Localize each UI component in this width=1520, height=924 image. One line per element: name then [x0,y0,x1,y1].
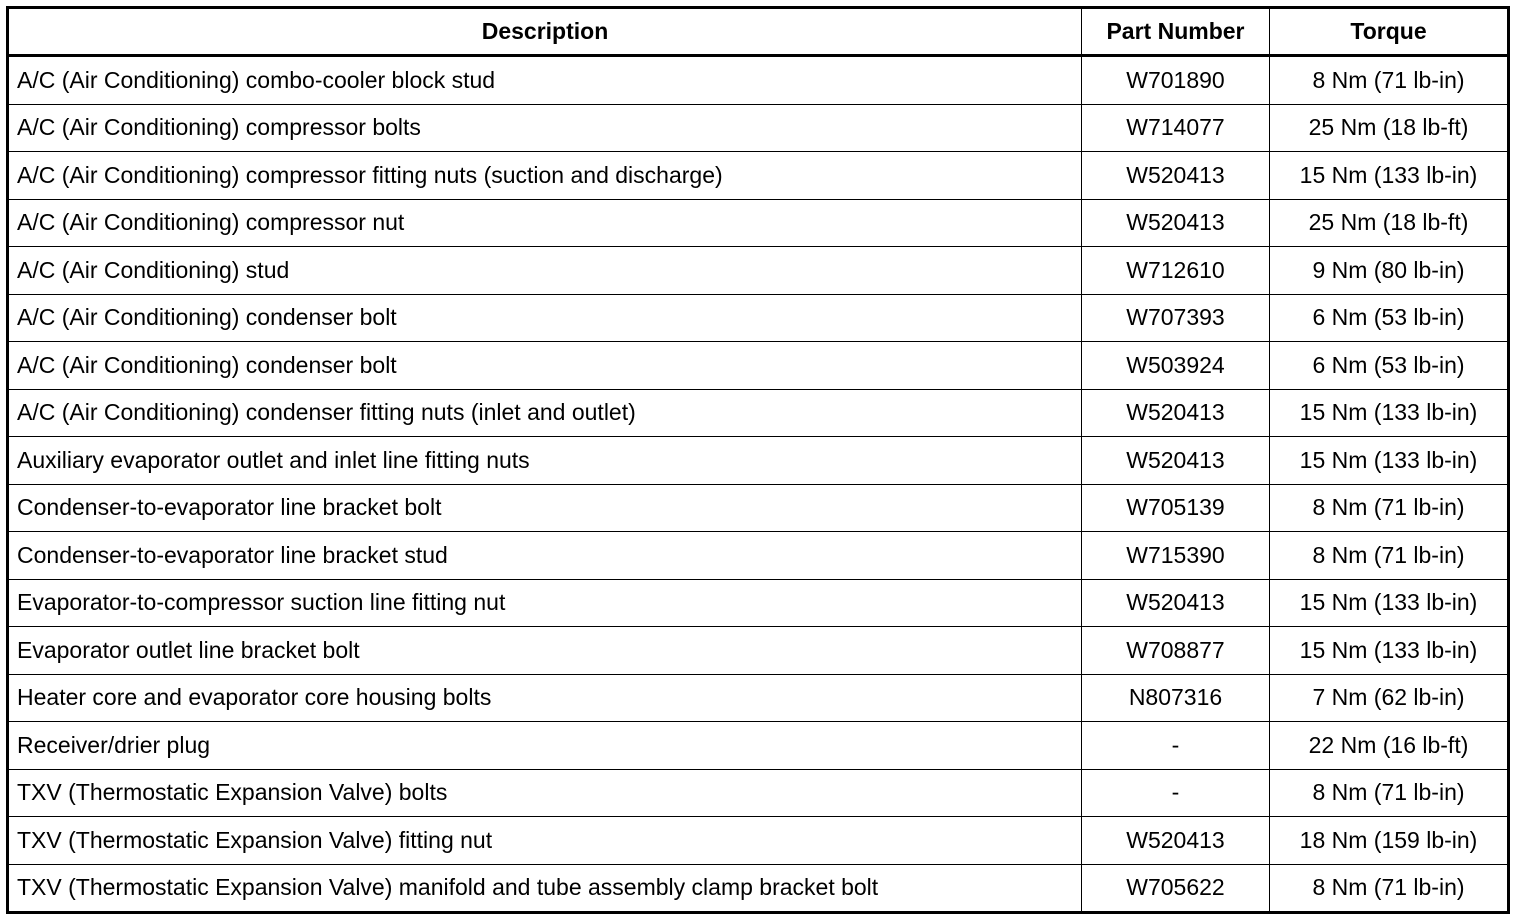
description-cell: A/C (Air Conditioning) combo-cooler block stud [8,56,1082,105]
description-cell: A/C (Air Conditioning) compressor bolts [8,104,1082,152]
torque-cell: 7 Nm (62 lb-in) [1270,674,1509,722]
table-row [8,864,1509,913]
table-row [8,152,1509,200]
torque-cell: 18 Nm (159 lb-in) [1270,817,1509,865]
torque-cell: 15 Nm (133 lb-in) [1270,579,1509,627]
description-cell: TXV (Thermostatic Expansion Valve) manifold and tube assembly clamp bracket bolt [8,864,1082,913]
torque-cell: 9 Nm (80 lb-in) [1270,247,1509,295]
torque-cell: 8 Nm (71 lb-in) [1270,484,1509,532]
description-cell: A/C (Air Conditioning) compressor nut [8,199,1082,247]
torque-cell: 8 Nm (71 lb-in) [1270,56,1509,105]
torque-cell: 22 Nm (16 lb-ft) [1270,722,1509,770]
table-row [8,484,1509,532]
header-part-number: Part Number [1082,8,1270,56]
torque-cell: 25 Nm (18 lb-ft) [1270,199,1509,247]
description-cell: Condenser-to-evaporator line bracket bolt [8,484,1082,532]
torque-cell: 8 Nm (71 lb-in) [1270,864,1509,913]
part-number-cell: W712610 [1082,247,1270,295]
table-row [8,437,1509,485]
description-cell: Auxiliary evaporator outlet and inlet line fitting nuts [8,437,1082,485]
table-row [8,579,1509,627]
table-row [8,674,1509,722]
torque-cell: 15 Nm (133 lb-in) [1270,152,1509,200]
description-cell: A/C (Air Conditioning) condenser bolt [8,342,1082,390]
part-number-cell: N807316 [1082,674,1270,722]
table-row [8,199,1509,247]
part-number-cell: W520413 [1082,437,1270,485]
description-cell: Condenser-to-evaporator line bracket stud [8,532,1082,580]
table-header [8,8,1509,56]
table-row [8,532,1509,580]
description-cell: A/C (Air Conditioning) stud [8,247,1082,295]
torque-cell: 15 Nm (133 lb-in) [1270,389,1509,437]
table-row [8,769,1509,817]
table-row [8,817,1509,865]
part-number-cell: W701890 [1082,56,1270,105]
part-number-cell: W520413 [1082,817,1270,865]
torque-cell: 8 Nm (71 lb-in) [1270,532,1509,580]
part-number-cell: W714077 [1082,104,1270,152]
table-row [8,56,1509,105]
table-row [8,104,1509,152]
torque-cell: 6 Nm (53 lb-in) [1270,342,1509,390]
description-cell: A/C (Air Conditioning) condenser fitting nuts (inlet and outlet) [8,389,1082,437]
description-cell: A/C (Air Conditioning) condenser bolt [8,294,1082,342]
description-cell: Evaporator outlet line bracket bolt [8,627,1082,675]
part-number-cell: W520413 [1082,389,1270,437]
table-row [8,247,1509,295]
description-cell: Evaporator-to-compressor suction line fitting nut [8,579,1082,627]
header-description: Description [8,8,1082,56]
torque-specification-table [6,6,1510,914]
table-row [8,722,1509,770]
part-number-cell: W705622 [1082,864,1270,913]
torque-cell: 25 Nm (18 lb-ft) [1270,104,1509,152]
header-row [8,8,1509,56]
part-number-cell: W708877 [1082,627,1270,675]
description-cell: TXV (Thermostatic Expansion Valve) fitting nut [8,817,1082,865]
header-torque: Torque [1270,8,1509,56]
part-number-cell: W520413 [1082,199,1270,247]
part-number-cell: W705139 [1082,484,1270,532]
part-number-cell: W520413 [1082,579,1270,627]
table-row [8,389,1509,437]
description-cell: Heater core and evaporator core housing bolts [8,674,1082,722]
torque-cell: 15 Nm (133 lb-in) [1270,627,1509,675]
description-cell: Receiver/drier plug [8,722,1082,770]
table-body [8,56,1509,913]
description-cell: A/C (Air Conditioning) compressor fitting nuts (suction and discharge) [8,152,1082,200]
part-number-cell: - [1082,722,1270,770]
part-number-cell: - [1082,769,1270,817]
part-number-cell: W503924 [1082,342,1270,390]
table-row [8,342,1509,390]
table-row [8,294,1509,342]
torque-cell: 6 Nm (53 lb-in) [1270,294,1509,342]
torque-cell: 15 Nm (133 lb-in) [1270,437,1509,485]
table-row [8,627,1509,675]
torque-cell: 8 Nm (71 lb-in) [1270,769,1509,817]
part-number-cell: W520413 [1082,152,1270,200]
part-number-cell: W715390 [1082,532,1270,580]
description-cell: TXV (Thermostatic Expansion Valve) bolts [8,769,1082,817]
part-number-cell: W707393 [1082,294,1270,342]
